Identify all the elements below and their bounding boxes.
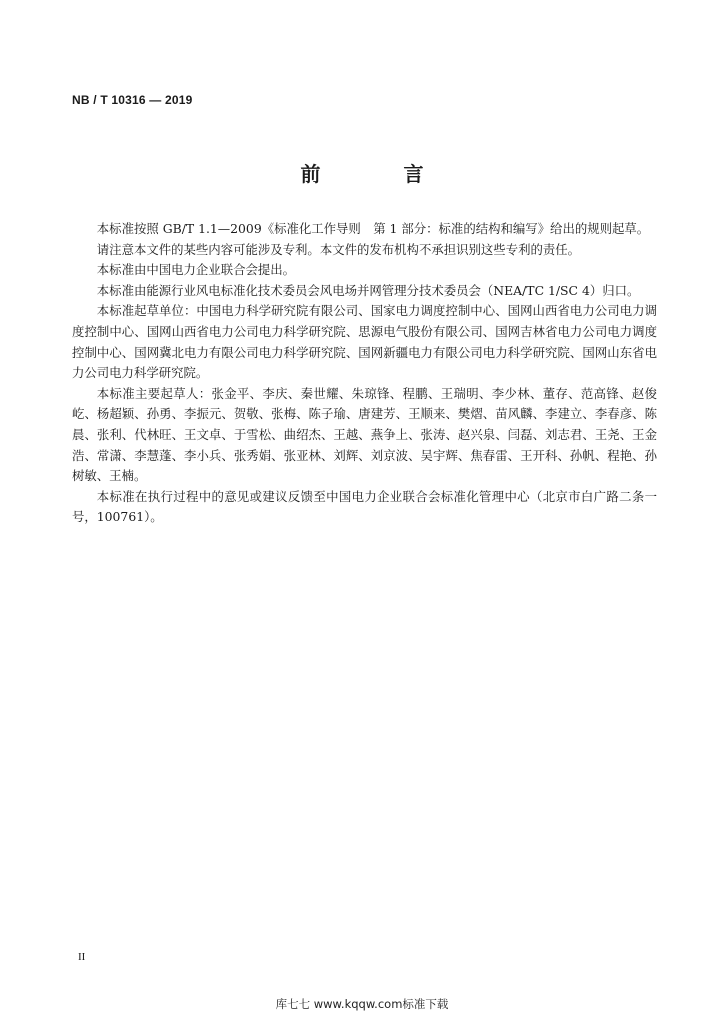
paragraph-drafters: 本标准主要起草人：张金平、李庆、秦世耀、朱琼锋、程鹏、王瑞明、李少林、董存、范高锋、赵俊屹、杨超颖、孙勇、李振元、贺敬、张梅、陈子瑜、唐建芳、王顺来、樊熠、苗风麟、李建立、李春彦、陈晨、张利、代林旺、王文卓、于雪松、曲绍杰、王越、燕争上、张涛、赵兴泉、闫磊、刘志君、王尧、王金浩、常潇、李慧蓬、李小兵、张秀娟、张亚林、刘辉、刘京波、吴宇辉、焦春雷、王开科、孙帆、程艳、孙树敏、王楠。 <box>72 385 657 484</box>
paragraph-drafting-units: 本标准起草单位：中国电力科学研究院有限公司、国家电力调度控制中心、国网山西省电力公司电力调度控制中心、国网山西省电力公司电力科学研究院、思源电气股份有限公司、国网吉林省电力公司电力调度控制中心、国网冀北电力有限公司电力科学研究院、国网新疆电力有限公司电力科学研究院、国网山东省电力公司电力科学研究院。 <box>72 303 657 381</box>
paragraph-feedback: 本标准在执行过程中的意见或建议反馈至中国电力企业联合会标准化管理中心（北京市白广路二条一号，100761）。 <box>72 488 657 525</box>
page-number: II <box>78 951 86 963</box>
foreword-body <box>72 219 657 528</box>
section-title: 前 言 <box>300 162 462 186</box>
footer-watermark: 库七七 www.kqqw.com标准下载 <box>275 997 449 1011</box>
paragraph-managed-by: 本标准由能源行业风电标准化技术委员会风电场并网管理分技术委员会（NEA/TC 1/SC 4）归口。 <box>96 282 640 298</box>
paragraph-drafting-rules: 本标准按照 GB/T 1.1—2009《标准化工作导则 第 1 部分：标准的结构和编写》给出的规则起草。 <box>96 221 650 236</box>
paragraph-patent-notice: 请注意本文件的某些内容可能涉及专利。本文件的发布机构不承担识别这些专利的责任。 <box>96 241 581 257</box>
standard-code: NB / T 10316 — 2019 <box>72 93 193 107</box>
paragraph-proposed-by: 本标准由中国电力企业联合会提出。 <box>96 262 296 278</box>
